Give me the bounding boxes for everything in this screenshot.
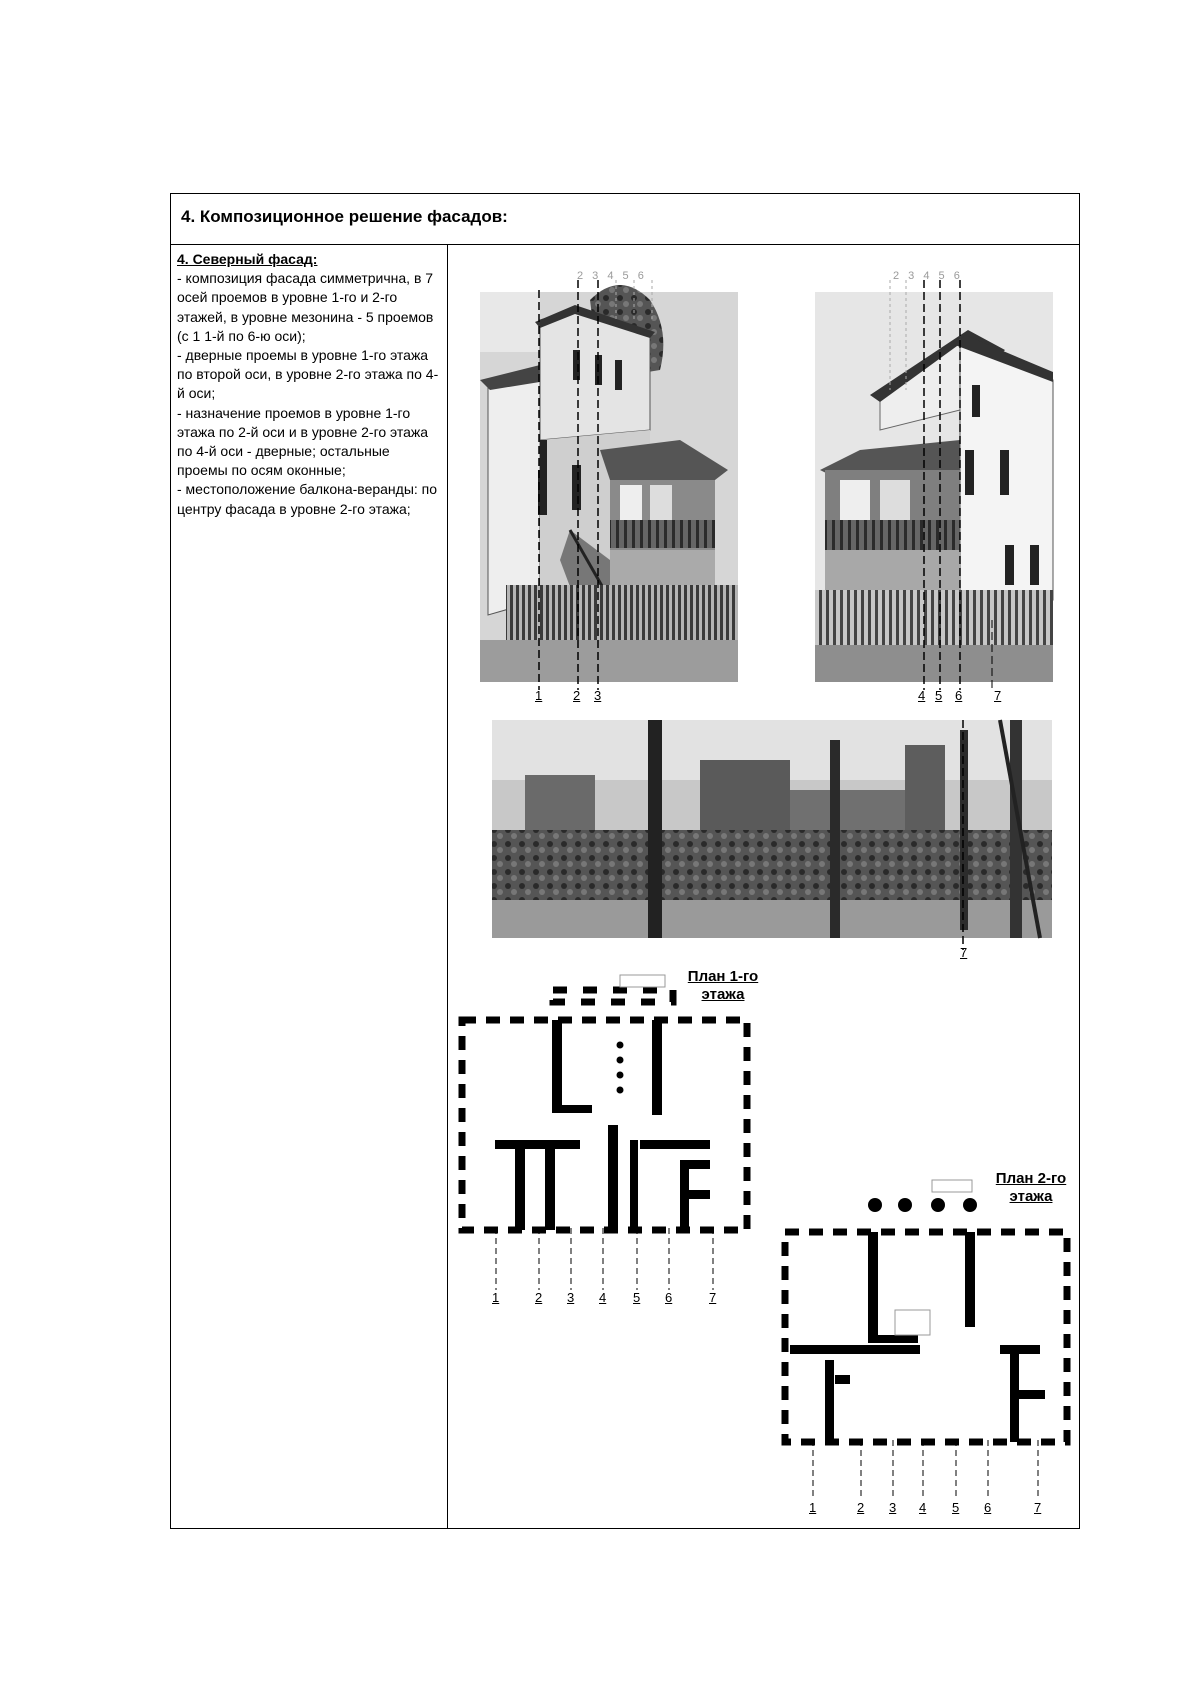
plan2-axis-label: 4 (919, 1500, 927, 1515)
plan1-title: План 1-го этажа (687, 968, 759, 1003)
description-item: - назначение проемов в уровне 1-го этажа по 2-й оси и в уровне 2-го этажа по 4-й оси - дверные; остальные проемы по осям оконные; (177, 404, 429, 479)
plan2-axis-label: 3 (889, 1500, 897, 1515)
plan2-axis-label: 2 (857, 1500, 865, 1515)
plan1-axis-label: 3 (567, 1290, 575, 1305)
photo2-axis-label: 4 (918, 688, 926, 703)
plan1-axis-label: 1 (492, 1290, 500, 1305)
plan1-axis-label: 2 (535, 1290, 543, 1305)
section-frame (170, 193, 1080, 1529)
plan2-axis-label: 5 (952, 1500, 960, 1515)
photo1-axis-label: 1 (535, 688, 543, 703)
plan1-axis-label: 4 (599, 1290, 607, 1305)
photo2-axis-label: 5 (935, 688, 943, 703)
photo1-axis-label: 3 (594, 688, 602, 703)
facade-description (171, 244, 447, 519)
plan2-axis-label: 1 (809, 1500, 817, 1515)
facade-description-title: 4. Северный фасад: (177, 251, 318, 267)
description-item: - местоположение балкона-веранды: по центру фасада в уровне 2-го этажа; (177, 481, 438, 517)
description-column (171, 244, 448, 1528)
plan1-axis-label: 5 (633, 1290, 641, 1305)
plan1-axis-label: 6 (665, 1290, 673, 1305)
plan2-axis-label: 6 (984, 1500, 992, 1515)
photo1-top-axis-labels: 2 3 4 5 6 (577, 270, 647, 282)
section-title: 4. Композиционное решение фасадов: (181, 207, 508, 226)
plan2-axis-label: 7 (1034, 1500, 1042, 1515)
plan2-title: План 2-го этажа (995, 1170, 1067, 1205)
photo2-axis-label: 7 (994, 688, 1002, 703)
photo2-axis-label: 6 (955, 688, 963, 703)
description-item: - дверные проемы в уровне 1-го этажа по второй оси, в уровне 2-го этажа по 4-й оси; (177, 347, 439, 402)
photo1-axis-label: 2 (573, 688, 581, 703)
photo3-axis-label: 7 (960, 945, 968, 960)
plan1-axis-label: 7 (709, 1290, 717, 1305)
photo2-top-axis-labels: 2 3 4 5 6 (893, 270, 963, 282)
section-header (171, 194, 1079, 245)
description-item: - композиция фасада симметрична, в 7 осей проемов в уровне 1-го и 2-го этажей, в уровне мезонина - 5 проемов (с 1 1-й по 6-ю оси); (177, 270, 434, 344)
